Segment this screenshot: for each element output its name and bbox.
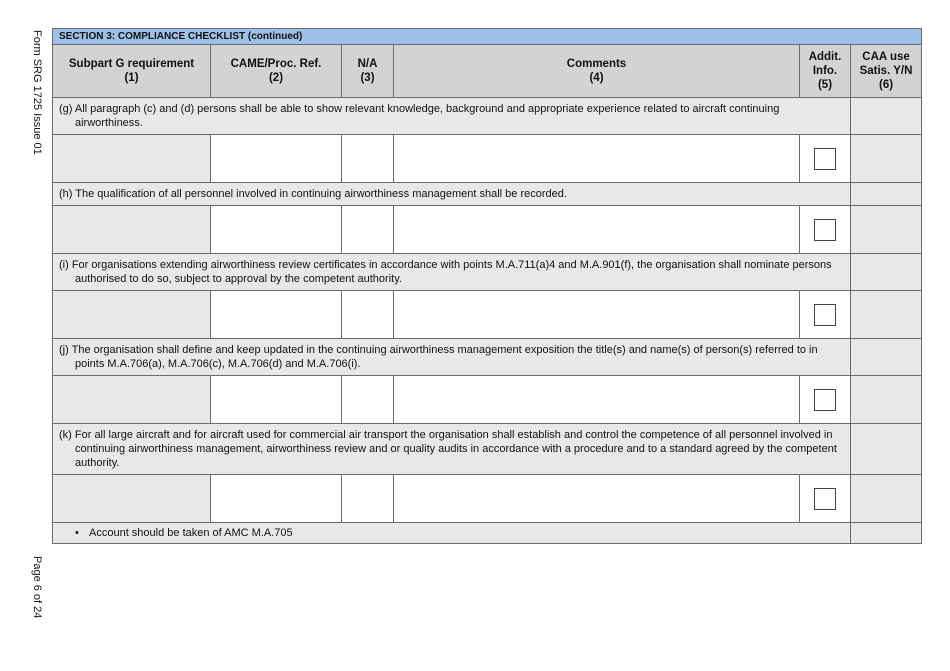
addit-info-checkbox[interactable] bbox=[814, 304, 836, 326]
requirement-j: (j) The organisation shall define and keep updated in the continuing airworthiness management exposition the title(s) and name(s) of person(s) referred to in points M.A.706(a), M.A.706(c), M.A.706(d) and M.A.706(i). bbox=[53, 339, 851, 376]
addit-info-cell bbox=[800, 291, 851, 339]
caa-cell bbox=[851, 98, 922, 135]
requirement-cell bbox=[53, 376, 211, 424]
requirement-i: (i) For organisations extending airworthiness review certificates in accordance with points M.A.711(a)4 and M.A.901(f), the organisation shall nominate persons authorised to do so, subject to approval by the competent authority. bbox=[53, 254, 851, 291]
addit-info-checkbox[interactable] bbox=[814, 219, 836, 241]
na-input[interactable] bbox=[342, 291, 394, 339]
requirement-h: (h) The qualification of all personnel involved in continuing airworthiness management shall be recorded. bbox=[53, 183, 851, 206]
requirement-k: (k) For all large aircraft and for aircraft used for commercial air transport the organisation shall establish and control the competence of all personnel involved in continuing airworthiness management, airworthiness review and or quality audits in accordance with a procedure and to a standard agreed by the competent authority. bbox=[53, 424, 851, 475]
form-identifier: Form SRG 1725 Issue 01 bbox=[31, 30, 43, 155]
came-ref-input[interactable] bbox=[211, 206, 342, 254]
addit-info-cell bbox=[800, 376, 851, 424]
header-caa-use: CAA use Satis. Y/N (6) bbox=[851, 45, 922, 98]
addit-info-checkbox[interactable] bbox=[814, 488, 836, 510]
caa-use-cell bbox=[851, 135, 922, 183]
caa-use-cell bbox=[851, 206, 922, 254]
addit-info-cell bbox=[800, 206, 851, 254]
caa-cell bbox=[851, 254, 922, 291]
caa-cell bbox=[851, 183, 922, 206]
addit-info-checkbox[interactable] bbox=[814, 389, 836, 411]
requirement-g: (g) All paragraph (c) and (d) persons shall be able to show relevant knowledge, background and appropriate experience related to aircraft continuing airworthiness. bbox=[53, 98, 851, 135]
caa-use-cell bbox=[851, 376, 922, 424]
header-na: N/A (3) bbox=[342, 45, 394, 98]
came-ref-input[interactable] bbox=[211, 475, 342, 523]
section-title: SECTION 3: COMPLIANCE CHECKLIST (continued) bbox=[53, 29, 922, 45]
requirement-cell bbox=[53, 135, 211, 183]
came-ref-input[interactable] bbox=[211, 291, 342, 339]
caa-use-cell bbox=[851, 475, 922, 523]
requirement-cell bbox=[53, 475, 211, 523]
caa-use-cell bbox=[851, 291, 922, 339]
header-comments: Comments (4) bbox=[394, 45, 800, 98]
page-number: Page 6 of 24 bbox=[31, 556, 43, 619]
header-addit-info: Addit. Info. (5) bbox=[800, 45, 851, 98]
caa-cell bbox=[851, 424, 922, 475]
comments-input[interactable] bbox=[394, 475, 800, 523]
comments-input[interactable] bbox=[394, 376, 800, 424]
na-input[interactable] bbox=[342, 206, 394, 254]
caa-cell bbox=[851, 523, 922, 544]
came-ref-input[interactable] bbox=[211, 376, 342, 424]
came-ref-input[interactable] bbox=[211, 135, 342, 183]
bullet-icon: • bbox=[75, 527, 79, 539]
requirement-cell bbox=[53, 206, 211, 254]
addit-info-cell bbox=[800, 475, 851, 523]
na-input[interactable] bbox=[342, 475, 394, 523]
compliance-checklist-table bbox=[52, 28, 922, 544]
guidance-note: • Account should be taken of AMC M.A.705 bbox=[53, 523, 851, 544]
requirement-cell bbox=[53, 291, 211, 339]
caa-cell bbox=[851, 339, 922, 376]
comments-input[interactable] bbox=[394, 206, 800, 254]
na-input[interactable] bbox=[342, 135, 394, 183]
header-came-proc-ref: CAME/Proc. Ref. (2) bbox=[211, 45, 342, 98]
comments-input[interactable] bbox=[394, 135, 800, 183]
addit-info-cell bbox=[800, 135, 851, 183]
comments-input[interactable] bbox=[394, 291, 800, 339]
addit-info-checkbox[interactable] bbox=[814, 148, 836, 170]
header-subpart-g-requirement: Subpart G requirement (1) bbox=[53, 45, 211, 98]
na-input[interactable] bbox=[342, 376, 394, 424]
